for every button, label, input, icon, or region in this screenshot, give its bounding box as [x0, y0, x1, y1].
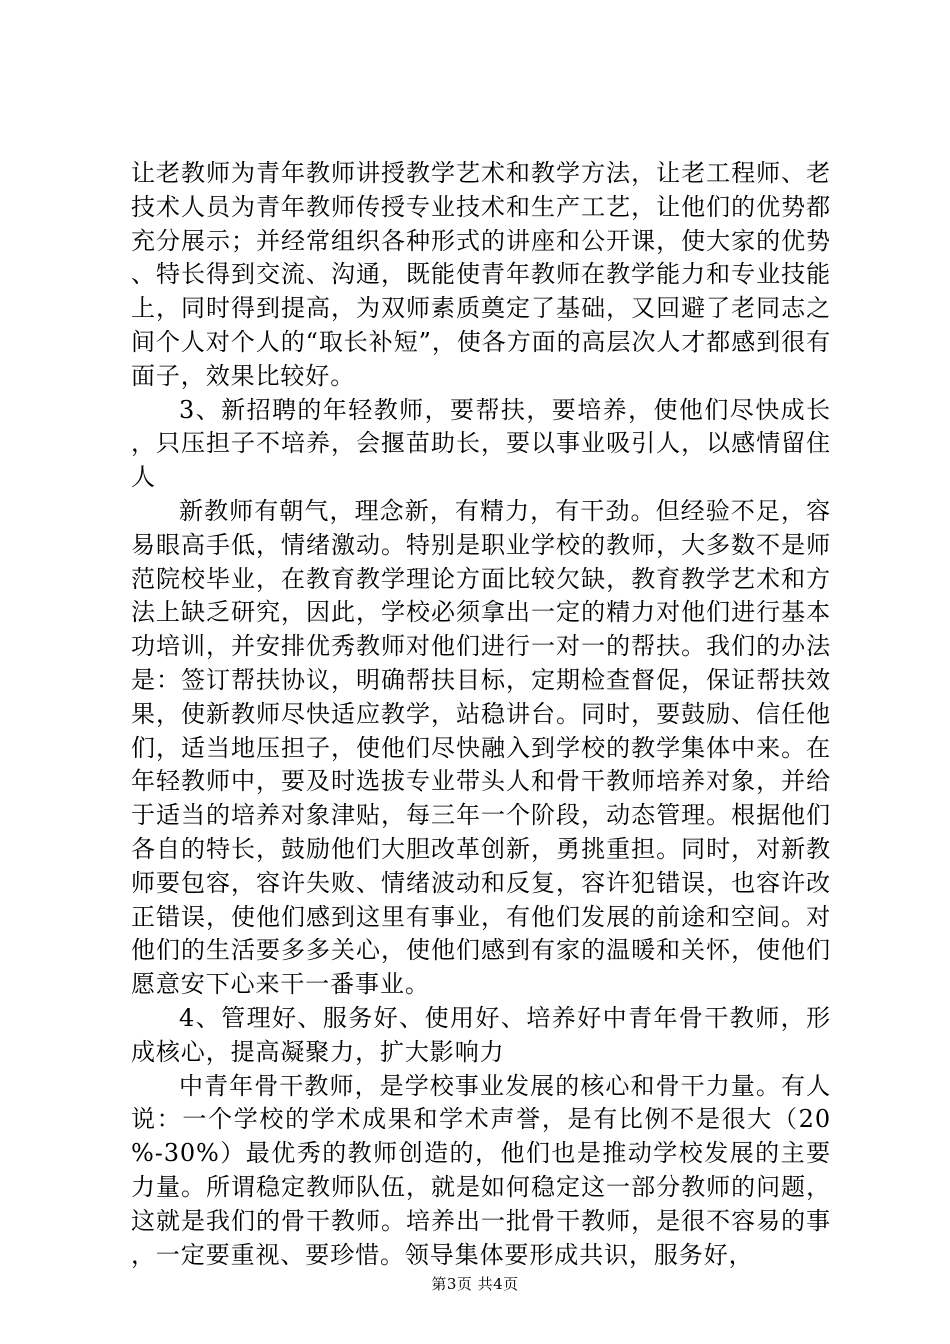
page-footer: 第3页 共4页: [431, 1275, 519, 1293]
paragraph-4-heading: 4、管理好、服务好、使用好、培养好中青年骨干教师，形成核心，提高凝聚力，扩大影响力: [131, 1003, 831, 1066]
paragraph-2-heading: 3、新招聘的年轻教师，要帮扶，要培养，使他们尽快成长，只压担子不培养，会揠苗助长，要以事业吸引人，以感情留住人: [131, 395, 831, 492]
paragraph-3: 新教师有朝气，理念新，有精力，有干劲。但经验不足，容易眼高手低，情绪激动。特别是职业学校的教师，大多数不是师范院校毕业，在教育教学理论方面比较欠缺，教育教学艺术和方法上缺乏研究，因此，学校必须拿出一定的精力对他们进行基本功培训，并安排优秀教师对他们进行一对一的帮扶。我们的办法是：签订帮扶协议，明确帮扶目标，定期检查督促，保证帮扶效果，使新教师尽快适应教学，站稳讲台。同时，要鼓励、信任他们，适当地压担子，使他们尽快融入到学校的教学集体中来。在年轻教师中，要及时选拔专业带头人和骨干教师培养对象，并给于适当的培养对象津贴，每三年一个阶段，动态管理。根据他们各自的特长，鼓励他们大胆改革创新，勇挑重担。同时，对新教师要包容，容许失败、情绪波动和反复，容许犯错误，也容许改正错误，使他们感到这里有事业，有他们发展的前途和空间。对他们的生活要多多关心，使他们感到有家的温暖和关怀，使他们愿意安下心来干一番事业。: [131, 496, 831, 999]
document-body: [131, 157, 831, 1272]
paragraph-5: 中青年骨干教师，是学校事业发展的核心和骨干力量。有人说：一个学校的学术成果和学术声誉，是有比例不是很大（20%-30%）最优秀的教师创造的，他们也是推动学校发展的主要力量。所谓稳定教师队伍，就是如何稳定这一部分教师的问题，这就是我们的骨干教师。培养出一批骨干教师，是很不容易的事，一定要重视、要珍惜。领导集体要形成共识，服务好，: [131, 1071, 831, 1269]
paragraph-1: 让老教师为青年教师讲授教学艺术和教学方法，让老工程师、老技术人员为青年教师传授专业技术和生产工艺，让他们的优势都充分展示；并经常组织各种形式的讲座和公开课，使大家的优势、特长得到交流、沟通，既能使青年教师在教学能力和专业技能上，同时得到提高，为双师素质奠定了基础，又回避了老同志之间个人对个人的“取长补短”，使各方面的高层次人才都感到很有面子，效果比较好。: [131, 159, 831, 390]
